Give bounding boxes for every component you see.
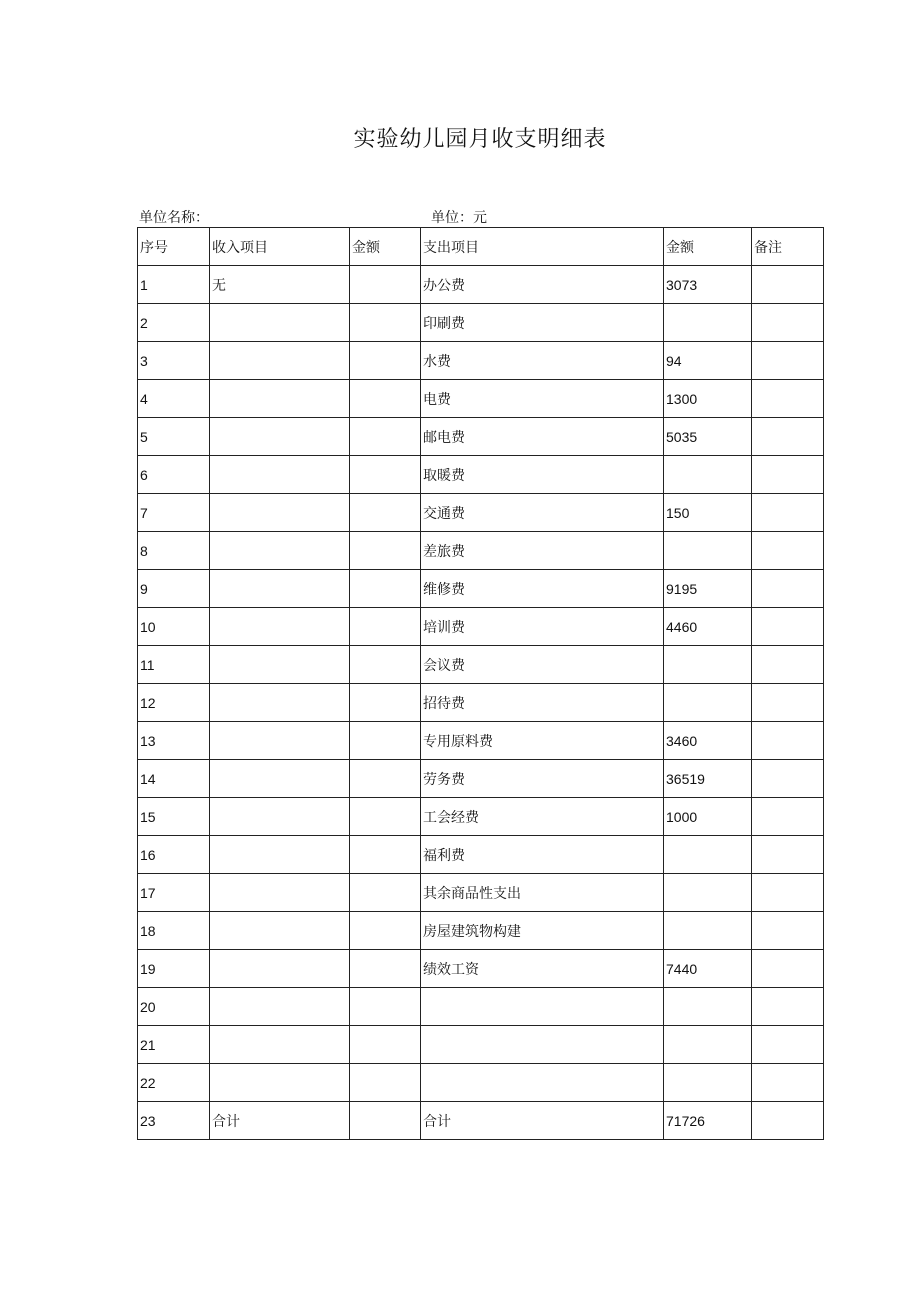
cell-income-item — [210, 494, 350, 532]
cell-expense-amount: 3460 — [664, 722, 752, 760]
cell-income-item — [210, 608, 350, 646]
currency-unit-label: 单位：元 — [431, 210, 487, 226]
cell-note — [752, 988, 824, 1026]
cell-expense-amount: 36519 — [664, 760, 752, 798]
cell-expense-item: 维修费 — [421, 570, 664, 608]
cell-income-item — [210, 798, 350, 836]
cell-expense-item: 其余商品性支出 — [421, 874, 664, 912]
cell-serial: 21 — [138, 1026, 210, 1064]
cell-expense-item: 合计 — [421, 1102, 664, 1140]
cell-serial: 3 — [138, 342, 210, 380]
header-expense-item: 支出项目 — [421, 228, 664, 266]
cell-serial: 1 — [138, 266, 210, 304]
cell-expense-amount: 150 — [664, 494, 752, 532]
cell-expense-item: 办公费 — [421, 266, 664, 304]
cell-expense-item — [421, 1026, 664, 1064]
header-income-amount: 金额 — [350, 228, 421, 266]
cell-serial: 11 — [138, 646, 210, 684]
cell-note — [752, 418, 824, 456]
cell-expense-amount — [664, 836, 752, 874]
cell-serial: 8 — [138, 532, 210, 570]
cell-expense-amount — [664, 456, 752, 494]
cell-serial: 6 — [138, 456, 210, 494]
cell-note — [752, 342, 824, 380]
cell-expense-item: 会议费 — [421, 646, 664, 684]
cell-note — [752, 304, 824, 342]
cell-serial: 10 — [138, 608, 210, 646]
cell-serial: 2 — [138, 304, 210, 342]
cell-income-item — [210, 722, 350, 760]
table-row — [138, 494, 824, 532]
cell-income-item — [210, 912, 350, 950]
cell-serial: 19 — [138, 950, 210, 988]
cell-serial: 4 — [138, 380, 210, 418]
cell-serial: 22 — [138, 1064, 210, 1102]
cell-expense-amount: 71726 — [664, 1102, 752, 1140]
cell-income-item — [210, 380, 350, 418]
cell-income-amount — [350, 1064, 421, 1102]
cell-expense-item: 邮电费 — [421, 418, 664, 456]
table-row — [138, 1026, 824, 1064]
table-row — [138, 798, 824, 836]
table-body — [138, 228, 824, 1140]
cell-expense-item: 工会经费 — [421, 798, 664, 836]
cell-income-amount — [350, 722, 421, 760]
cell-note — [752, 950, 824, 988]
table-row — [138, 456, 824, 494]
cell-serial: 13 — [138, 722, 210, 760]
cell-serial: 7 — [138, 494, 210, 532]
cell-income-item — [210, 342, 350, 380]
cell-serial: 9 — [138, 570, 210, 608]
cell-expense-amount: 7440 — [664, 950, 752, 988]
cell-income-item — [210, 836, 350, 874]
cell-expense-item: 招待费 — [421, 684, 664, 722]
cell-expense-amount — [664, 874, 752, 912]
cell-income-item — [210, 684, 350, 722]
cell-note — [752, 722, 824, 760]
cell-expense-item — [421, 988, 664, 1026]
cell-expense-item: 电费 — [421, 380, 664, 418]
cell-note — [752, 1064, 824, 1102]
cell-income-amount — [350, 988, 421, 1026]
cell-income-amount — [350, 570, 421, 608]
cell-income-amount — [350, 1102, 421, 1140]
cell-income-amount — [350, 380, 421, 418]
cell-expense-amount — [664, 532, 752, 570]
table-header-row — [138, 228, 824, 266]
table-row — [138, 950, 824, 988]
cell-expense-amount — [664, 1026, 752, 1064]
cell-income-amount — [350, 836, 421, 874]
table-row — [138, 532, 824, 570]
cell-expense-amount — [664, 304, 752, 342]
cell-income-item — [210, 950, 350, 988]
cell-expense-amount: 4460 — [664, 608, 752, 646]
cell-expense-amount — [664, 988, 752, 1026]
cell-income-amount — [350, 304, 421, 342]
cell-serial: 23 — [138, 1102, 210, 1140]
cell-expense-amount: 5035 — [664, 418, 752, 456]
cell-income-item — [210, 1064, 350, 1102]
cell-note — [752, 266, 824, 304]
cell-income-item — [210, 456, 350, 494]
cell-income-amount — [350, 950, 421, 988]
cell-serial: 16 — [138, 836, 210, 874]
table-row — [138, 836, 824, 874]
cell-expense-amount — [664, 1064, 752, 1102]
cell-note — [752, 874, 824, 912]
cell-expense-amount: 94 — [664, 342, 752, 380]
cell-serial: 15 — [138, 798, 210, 836]
cell-serial: 12 — [138, 684, 210, 722]
table-row — [138, 1064, 824, 1102]
table-row — [138, 342, 824, 380]
cell-expense-amount: 3073 — [664, 266, 752, 304]
cell-note — [752, 532, 824, 570]
table-row — [138, 380, 824, 418]
cell-note — [752, 494, 824, 532]
header-income-item: 收入项目 — [210, 228, 350, 266]
cell-expense-item: 绩效工资 — [421, 950, 664, 988]
table-row — [138, 684, 824, 722]
cell-income-item — [210, 874, 350, 912]
cell-serial: 18 — [138, 912, 210, 950]
table-row — [138, 418, 824, 456]
cell-income-amount — [350, 646, 421, 684]
cell-expense-item: 培训费 — [421, 608, 664, 646]
cell-note — [752, 380, 824, 418]
cell-note — [752, 1102, 824, 1140]
table-row — [138, 912, 824, 950]
cell-serial: 17 — [138, 874, 210, 912]
cell-note — [752, 836, 824, 874]
cell-income-item — [210, 760, 350, 798]
table-row — [138, 304, 824, 342]
cell-expense-item: 印刷费 — [421, 304, 664, 342]
table-row — [138, 722, 824, 760]
cell-income-amount — [350, 266, 421, 304]
cell-income-amount — [350, 912, 421, 950]
table-row — [138, 760, 824, 798]
cell-income-item — [210, 646, 350, 684]
cell-note — [752, 912, 824, 950]
cell-income-amount — [350, 798, 421, 836]
cell-income-amount — [350, 342, 421, 380]
cell-income-item — [210, 418, 350, 456]
cell-expense-item: 取暖费 — [421, 456, 664, 494]
table-row — [138, 266, 824, 304]
table-row — [138, 988, 824, 1026]
cell-income-amount — [350, 494, 421, 532]
cell-note — [752, 608, 824, 646]
cell-note — [752, 570, 824, 608]
cell-note — [752, 684, 824, 722]
table-row — [138, 874, 824, 912]
cell-serial: 20 — [138, 988, 210, 1026]
cell-income-item: 无 — [210, 266, 350, 304]
table-row — [138, 646, 824, 684]
page-title: 实验幼儿园月收支明细表 — [353, 127, 607, 152]
cell-income-amount — [350, 418, 421, 456]
cell-note — [752, 760, 824, 798]
cell-expense-item: 专用原料费 — [421, 722, 664, 760]
cell-expense-amount: 9195 — [664, 570, 752, 608]
cell-income-amount — [350, 608, 421, 646]
cell-expense-item: 劳务费 — [421, 760, 664, 798]
cell-expense-amount: 1000 — [664, 798, 752, 836]
cell-note — [752, 1026, 824, 1064]
cell-expense-item: 水费 — [421, 342, 664, 380]
cell-income-amount — [350, 456, 421, 494]
cell-income-amount — [350, 760, 421, 798]
table-row — [138, 570, 824, 608]
cell-expense-amount — [664, 912, 752, 950]
table-row — [138, 1102, 824, 1140]
header-serial: 序号 — [138, 228, 210, 266]
header-note: 备注 — [752, 228, 824, 266]
cell-serial: 14 — [138, 760, 210, 798]
header-expense-amount: 金额 — [664, 228, 752, 266]
cell-income-amount — [350, 1026, 421, 1064]
cell-income-amount — [350, 874, 421, 912]
cell-expense-amount: 1300 — [664, 380, 752, 418]
cell-income-item — [210, 1026, 350, 1064]
cell-expense-item: 差旅费 — [421, 532, 664, 570]
cell-expense-item: 交通费 — [421, 494, 664, 532]
cell-income-amount — [350, 684, 421, 722]
cell-note — [752, 798, 824, 836]
cell-income-item — [210, 988, 350, 1026]
cell-income-item — [210, 570, 350, 608]
cell-income-item — [210, 532, 350, 570]
cell-income-item: 合计 — [210, 1102, 350, 1140]
cell-note — [752, 456, 824, 494]
cell-expense-item: 房屋建筑物构建 — [421, 912, 664, 950]
unit-name-label: 单位名称： — [139, 210, 209, 226]
income-expense-table — [137, 227, 824, 1140]
cell-expense-item — [421, 1064, 664, 1102]
cell-income-item — [210, 304, 350, 342]
cell-income-amount — [350, 532, 421, 570]
cell-serial: 5 — [138, 418, 210, 456]
cell-expense-amount — [664, 646, 752, 684]
table-row — [138, 608, 824, 646]
cell-expense-amount — [664, 684, 752, 722]
cell-note — [752, 646, 824, 684]
cell-expense-item: 福利费 — [421, 836, 664, 874]
